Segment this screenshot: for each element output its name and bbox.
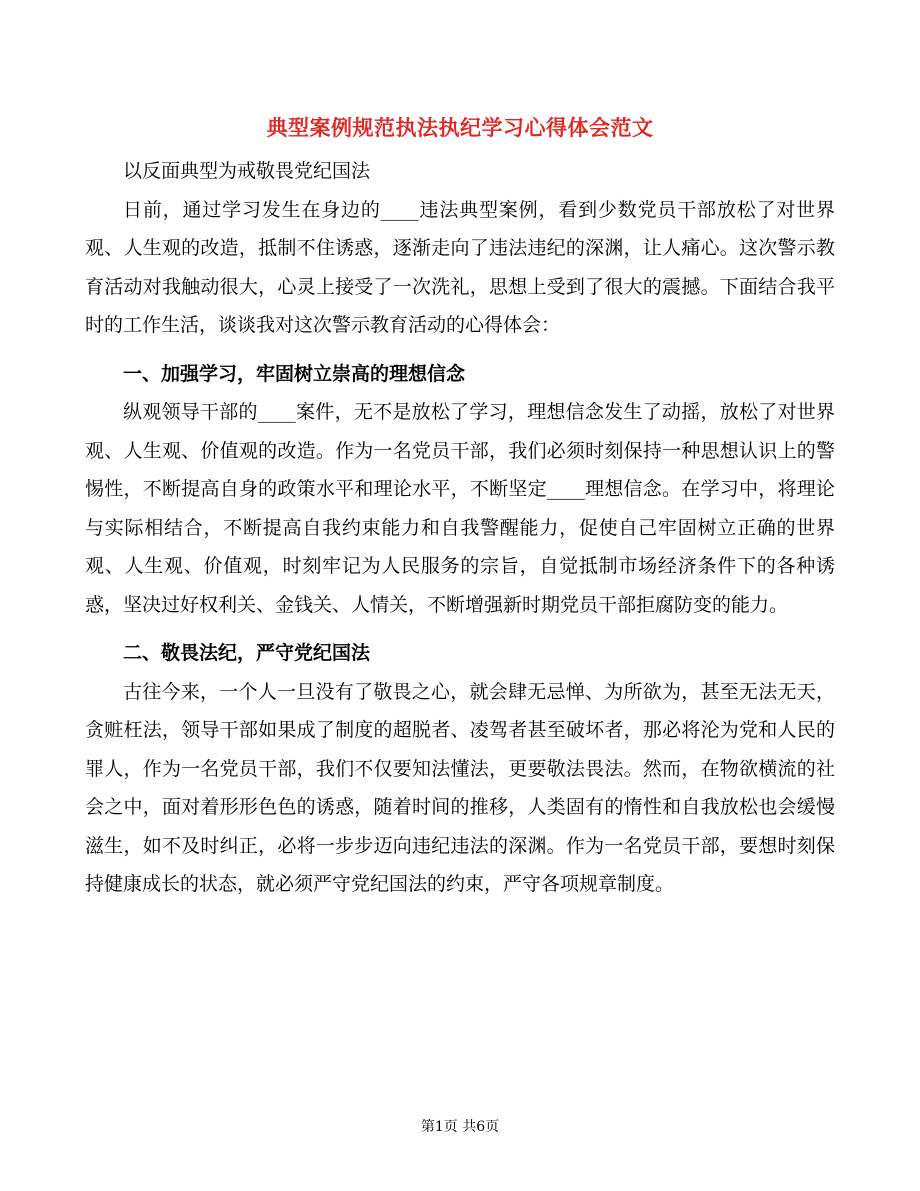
document-body (85, 152, 835, 904)
section-heading-2: 二、敬畏法纪，严守党纪国法 (123, 642, 371, 664)
subtitle-paragraph: 以反面典型为戒敬畏党纪国法 (123, 160, 371, 182)
page-indicator: 第1页 共6页 (420, 1119, 500, 1135)
section-body-2: 古往今来，一个人一旦没有了敬畏之心，就会肆无忌惮、为所欲为，甚至无法无天，贪赃枉法，领导干部如果成了制度的超脱者、凌驾者甚至破坏者，那必将沦为党和人民的罪人，作为一名党员干部，我们不仅要知法懂法，更要敬法畏法。然而，在物欲横流的社会之中，面对着形形色色的诱惑，随着时间的推移，人类固有的惰性和自我放松也会缓慢滋生，如不及时纠正，必将一步步迈向违纪违法的深渊。作为一名党员干部，要想时刻保持健康成长的状态，就必须严守党纪国法的约束，严守各项规章制度。 (85, 680, 835, 895)
section-body-1: 纵观领导干部的____案件，无不是放松了学习，理想信念发生了动摇，放松了对世界观、人生观、价值观的改造。作为一名党员干部，我们必须时刻保持一种思想认识上的警惕性，不断提高自身的政策水平和理论水平，不断坚定____理想信念。在学习中，将理论与实际相结合，不断提高自我约束能力和自我警醒能力，促使自己牢固树立正确的世界观、人生观、价值观，时刻牢记为人民服务的宗旨，自觉抵制市场经济条件下的各种诱惑，坚决过好权利关、金钱关、人情关，不断增强新时期党员干部拒腐防变的能力。 (85, 401, 835, 616)
document-title: 典型案例规范执法执纪学习心得体会范文 (266, 115, 654, 140)
intro-paragraph: 日前，通过学习发生在身边的____违法典型案例，看到少数党员干部放松了对世界观、人生观的改造，抵制不住诱惑，逐渐走向了违法违纪的深渊，让人痛心。这次警示教育活动对我触动很大，心灵上接受了一次洗礼，思想上受到了很大的震撼。下面结合我平时的工作生活，谈谈我对这次警示教育活动的心得体会： (85, 198, 835, 336)
section-heading-1: 一、加强学习，牢固树立崇高的理想信念 (123, 362, 466, 385)
